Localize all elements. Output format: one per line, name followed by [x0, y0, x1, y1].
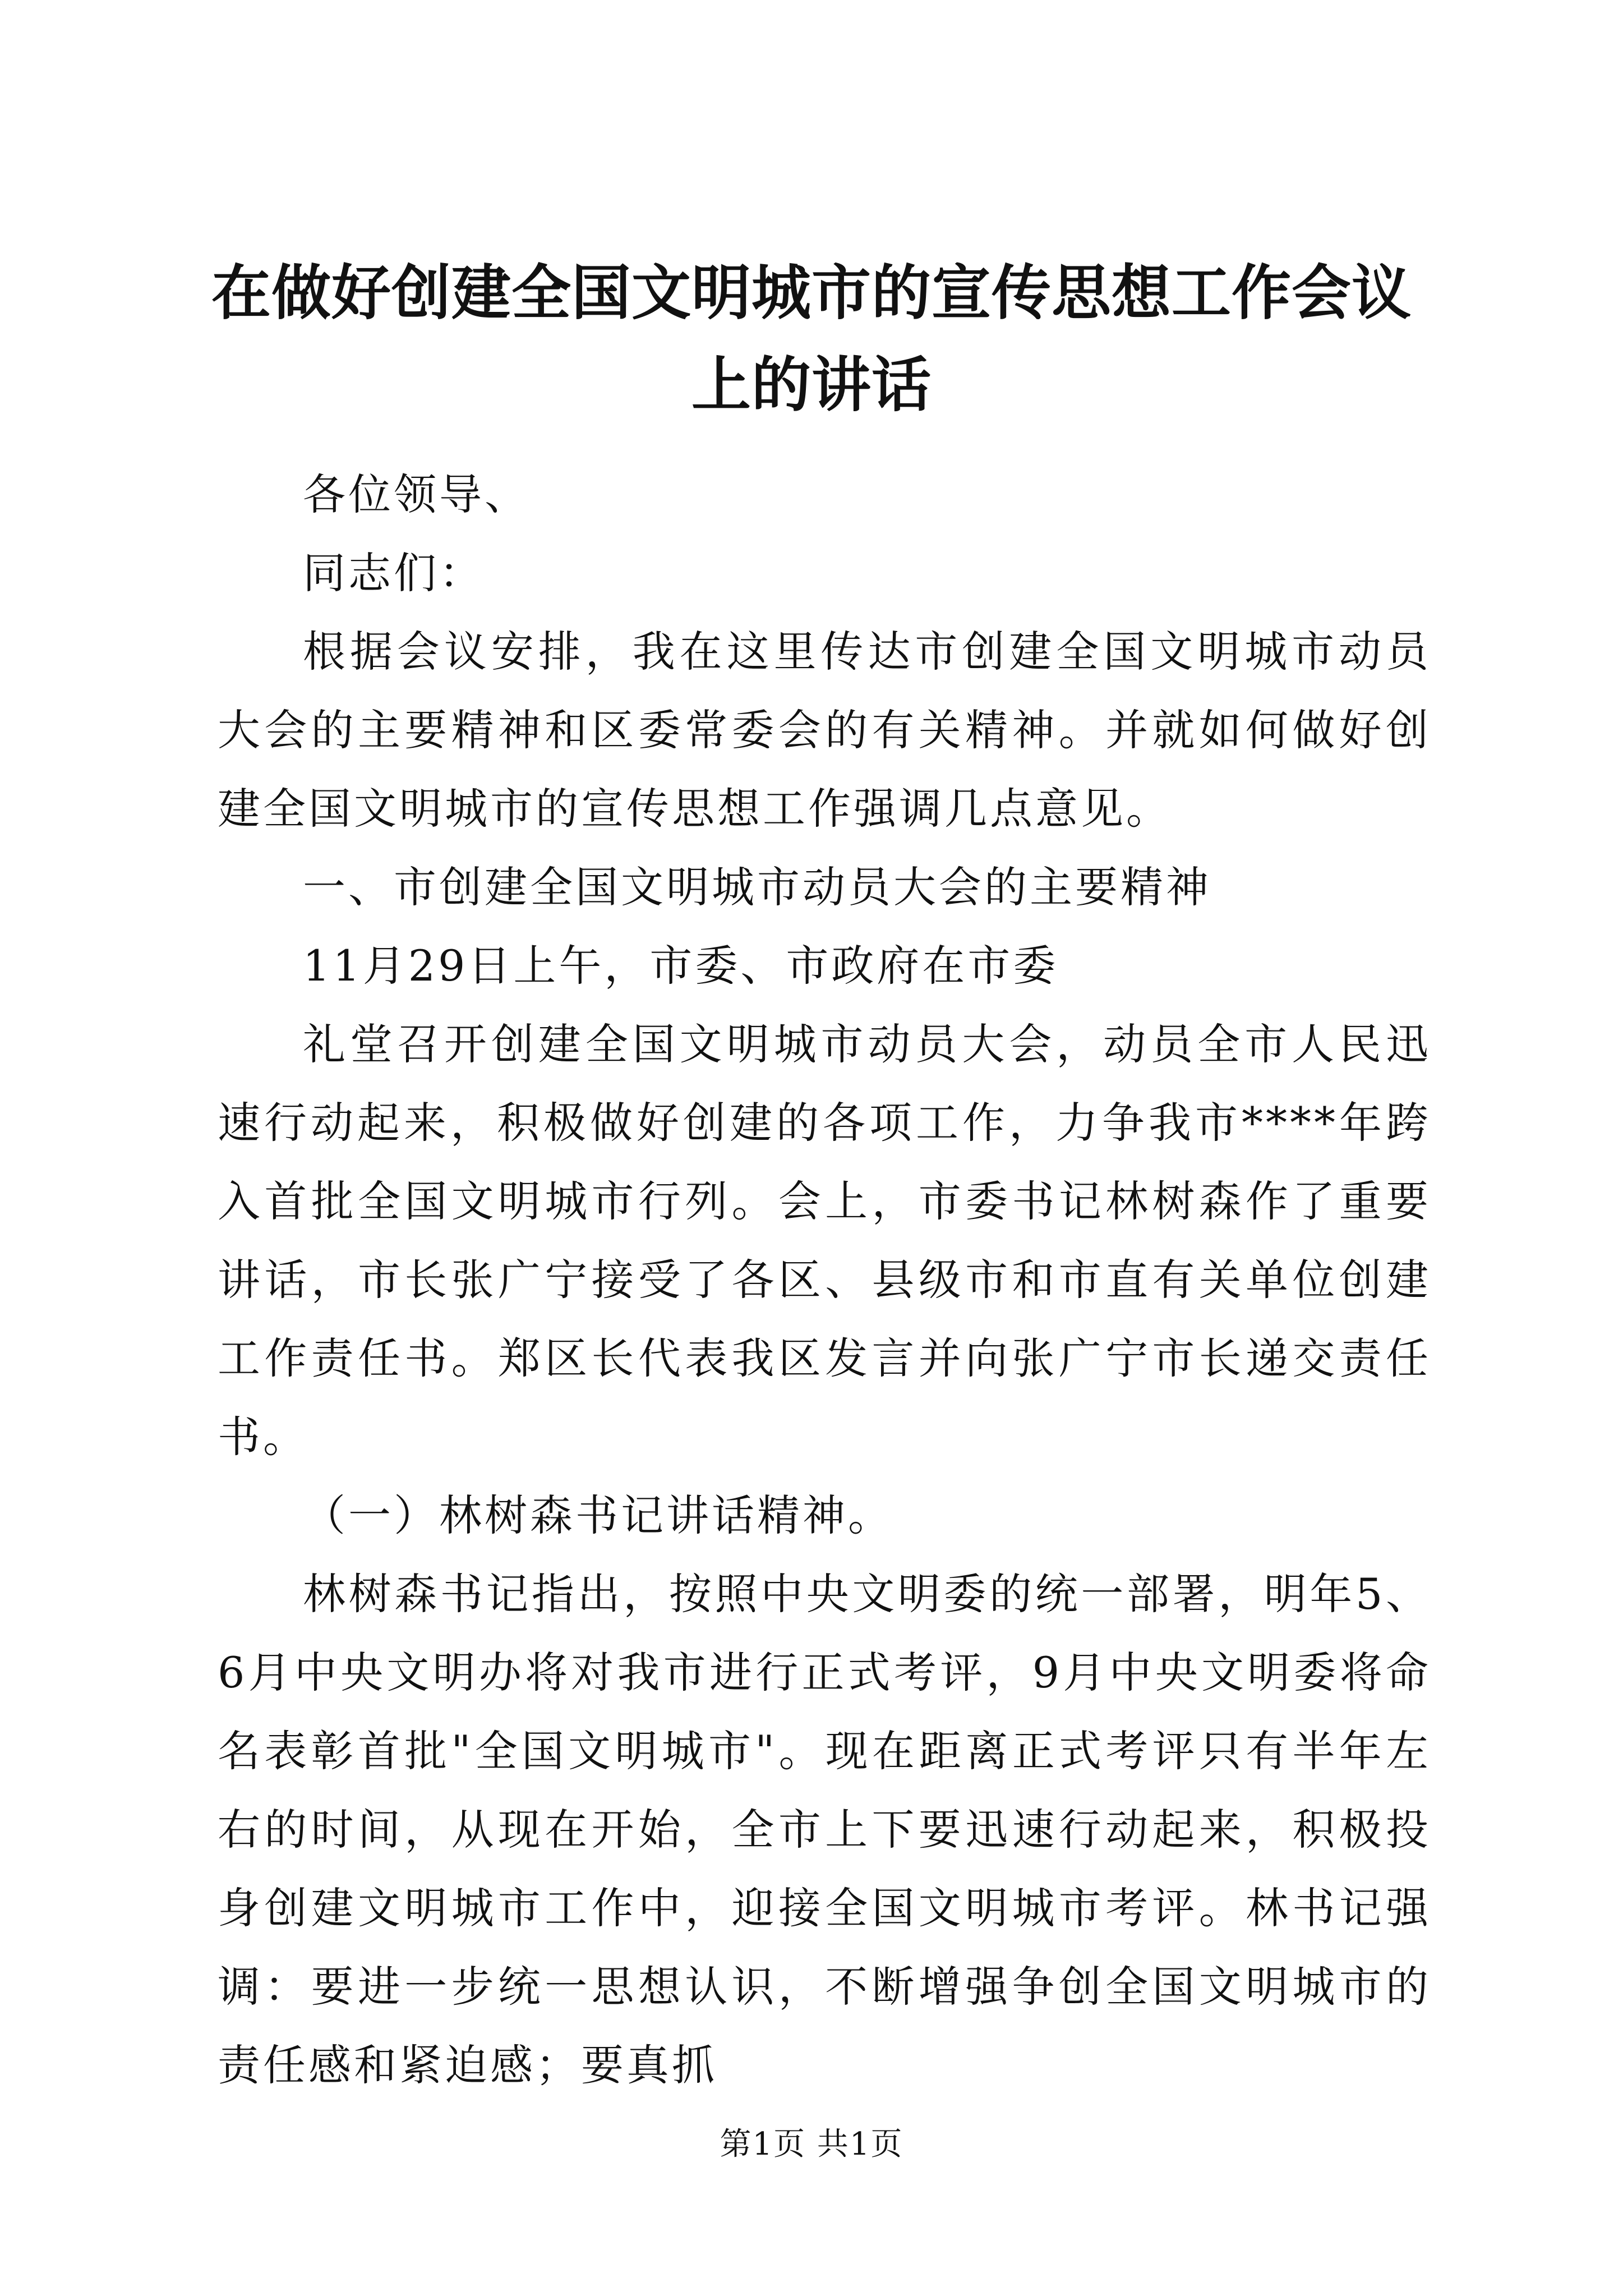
salutation-comrades: 同志们：: [303, 548, 485, 598]
intro-paragraph: 根据会议安排，我在这里传达市创建全国文明城市动员大会的主要精神和区委常委会的有关精神。并就如何做好创建全国文明城市的宣传思想工作强调几点意见。: [218, 627, 1431, 834]
salutation-leaders: 各位领导、: [303, 470, 530, 519]
body-paragraph: 11月29日上午，市委、市政府在市委: [303, 941, 1059, 991]
section-heading-1: 一、市创建全国文明城市动员大会的主要精神: [303, 862, 1211, 912]
body-paragraph: 林树森书记指出，按照中央文明委的统一部署，明年5、6月中央文明办将对我市进行正式考评，9月中央文明委将命名表彰首批"全国文明城市"。现在距离正式考评只有半年左右的时间，从现在开始，全市上下要迅速行动起来，积极投身创建文明城市工作中，迎接全国文明城市考评。林书记强调：要进一步统一思想认识，不断增强争创全国文明城市的责任感和紧迫感；要真抓: [218, 1569, 1431, 2090]
page-footer: 第1页 共1页: [720, 2126, 903, 2162]
body-paragraph: 礼堂召开创建全国文明城市动员大会，动员全市人民迅速行动起来，积极做好创建的各项工作，力争我市****年跨入首批全国文明城市行列。会上，市委书记林树森作了重要讲话，市长张广宁接受了各区、县级市和市直有关单位创建工作责任书。郑区长代表我区发言并向张广宁市长递交责任书。: [218, 1019, 1431, 1462]
subsection-heading-1: （一）林树森书记讲话精神。: [303, 1490, 893, 1540]
document-title: 在做好创建全国文明城市的宣传思想工作会议上的讲话: [211, 257, 1412, 420]
document-body: [218, 455, 1431, 2105]
